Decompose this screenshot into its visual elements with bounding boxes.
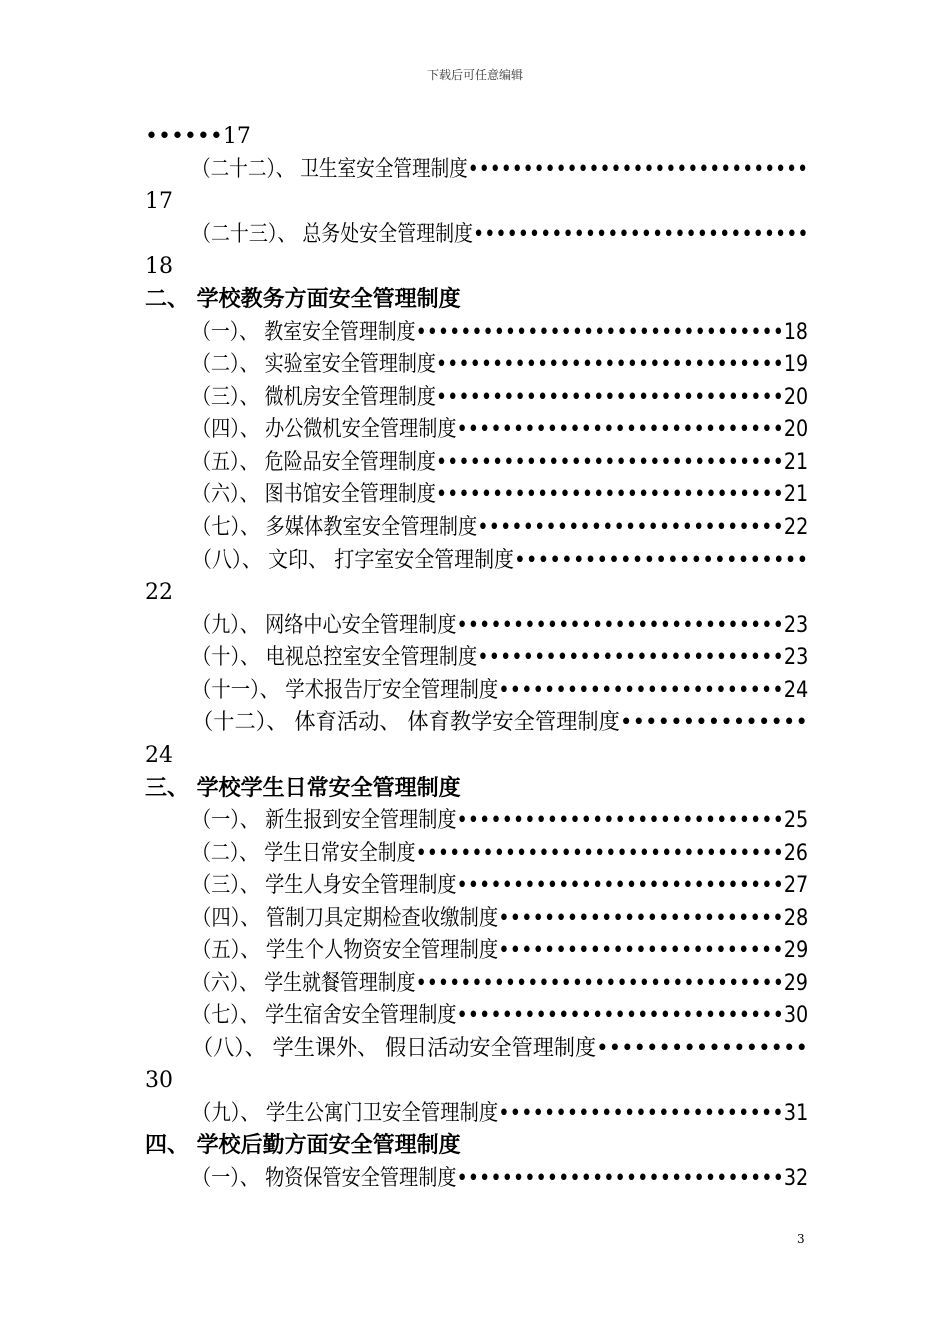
toc-entry: （六）、 图书馆安全管理制度•••••••••••••••••••••••••••••••21	[192, 482, 809, 507]
toc-continuation: 22	[145, 580, 173, 605]
toc-entry: （三）、 微机房安全管理制度•••••••••••••••••••••••••••••••20	[192, 385, 809, 410]
toc-entry: （十）、 电视总控室安全管理制度•••••••••••••••••••••••••••23	[192, 645, 809, 670]
toc-continuation: 18	[145, 254, 173, 279]
toc-entry: （五）、 学生个人物资安全管理制度•••••••••••••••••••••••••29	[192, 938, 809, 963]
page-header-note: 下载后可任意编辑	[426, 68, 523, 82]
toc-entry: （六）、 学生就餐管理制度•••••••••••••••••••••••••••••••••29	[192, 971, 808, 996]
toc-section-heading: 三、 学校学生日常安全管理制度	[145, 776, 461, 801]
toc-entry: （一）、 新生报到安全管理制度•••••••••••••••••••••••••••••25	[192, 808, 809, 833]
toc-entry: （四）、 办公微机安全管理制度•••••••••••••••••••••••••••••20	[192, 417, 809, 442]
toc-entry: （九）、 网络中心安全管理制度•••••••••••••••••••••••••••••23	[192, 613, 809, 638]
toc-entry: （二）、 学生日常安全制度•••••••••••••••••••••••••••••••••26	[192, 841, 808, 866]
toc-entry: （四）、 管制刀具定期检查收缴制度•••••••••••••••••••••••••28	[192, 906, 809, 931]
toc-entry: （七）、 多媒体教室安全管理制度•••••••••••••••••••••••••••22	[192, 515, 809, 540]
toc-entry: （九）、 学生公寓门卫安全管理制度•••••••••••••••••••••••••31	[192, 1101, 809, 1126]
toc-entry: （二十三）、 总务处安全管理制度••••••••••••••••••••••••••••••	[192, 222, 809, 247]
toc-entry: （二十二）、 卫生室安全管理制度•••••••••••••••••••••••••••••••	[192, 157, 809, 182]
toc-entry: （一）、 教室安全管理制度•••••••••••••••••••••••••••••••••18	[192, 320, 808, 345]
toc-entry: （二）、 实验室安全管理制度•••••••••••••••••••••••••••••••19	[192, 352, 809, 377]
toc-entry: （八）、 学生课外、 假日活动安全管理制度•••••••••••••••••	[192, 1036, 808, 1061]
page-number: 3	[797, 1232, 805, 1246]
toc-entry: （十二）、 体育活动、 体育教学安全管理制度•••••••••••••••	[192, 710, 808, 735]
toc-continuation: 30	[145, 1068, 173, 1093]
toc-continuation: ••••••17	[145, 124, 251, 149]
toc-entry: （一）、 物资保管安全管理制度•••••••••••••••••••••••••••••32	[192, 1166, 809, 1191]
toc-section-heading: 四、 学校后勤方面安全管理制度	[145, 1133, 461, 1158]
toc-continuation: 17	[145, 189, 173, 214]
toc-section-heading: 二、 学校教务方面安全管理制度	[145, 287, 461, 312]
toc-entry: （七）、 学生宿舍安全管理制度•••••••••••••••••••••••••••••30	[192, 1003, 809, 1028]
toc-entry: （五）、 危险品安全管理制度•••••••••••••••••••••••••••••••21	[192, 450, 809, 475]
toc-continuation: 24	[145, 743, 173, 768]
toc-entry: （三）、 学生人身安全管理制度•••••••••••••••••••••••••••••27	[192, 873, 809, 898]
toc-entry: （十一）、 学术报告厅安全管理制度•••••••••••••••••••••••••24	[192, 678, 809, 703]
toc-entry: （八）、 文印、 打字室安全管理制度•••••••••••••••••••••••••	[192, 548, 809, 573]
